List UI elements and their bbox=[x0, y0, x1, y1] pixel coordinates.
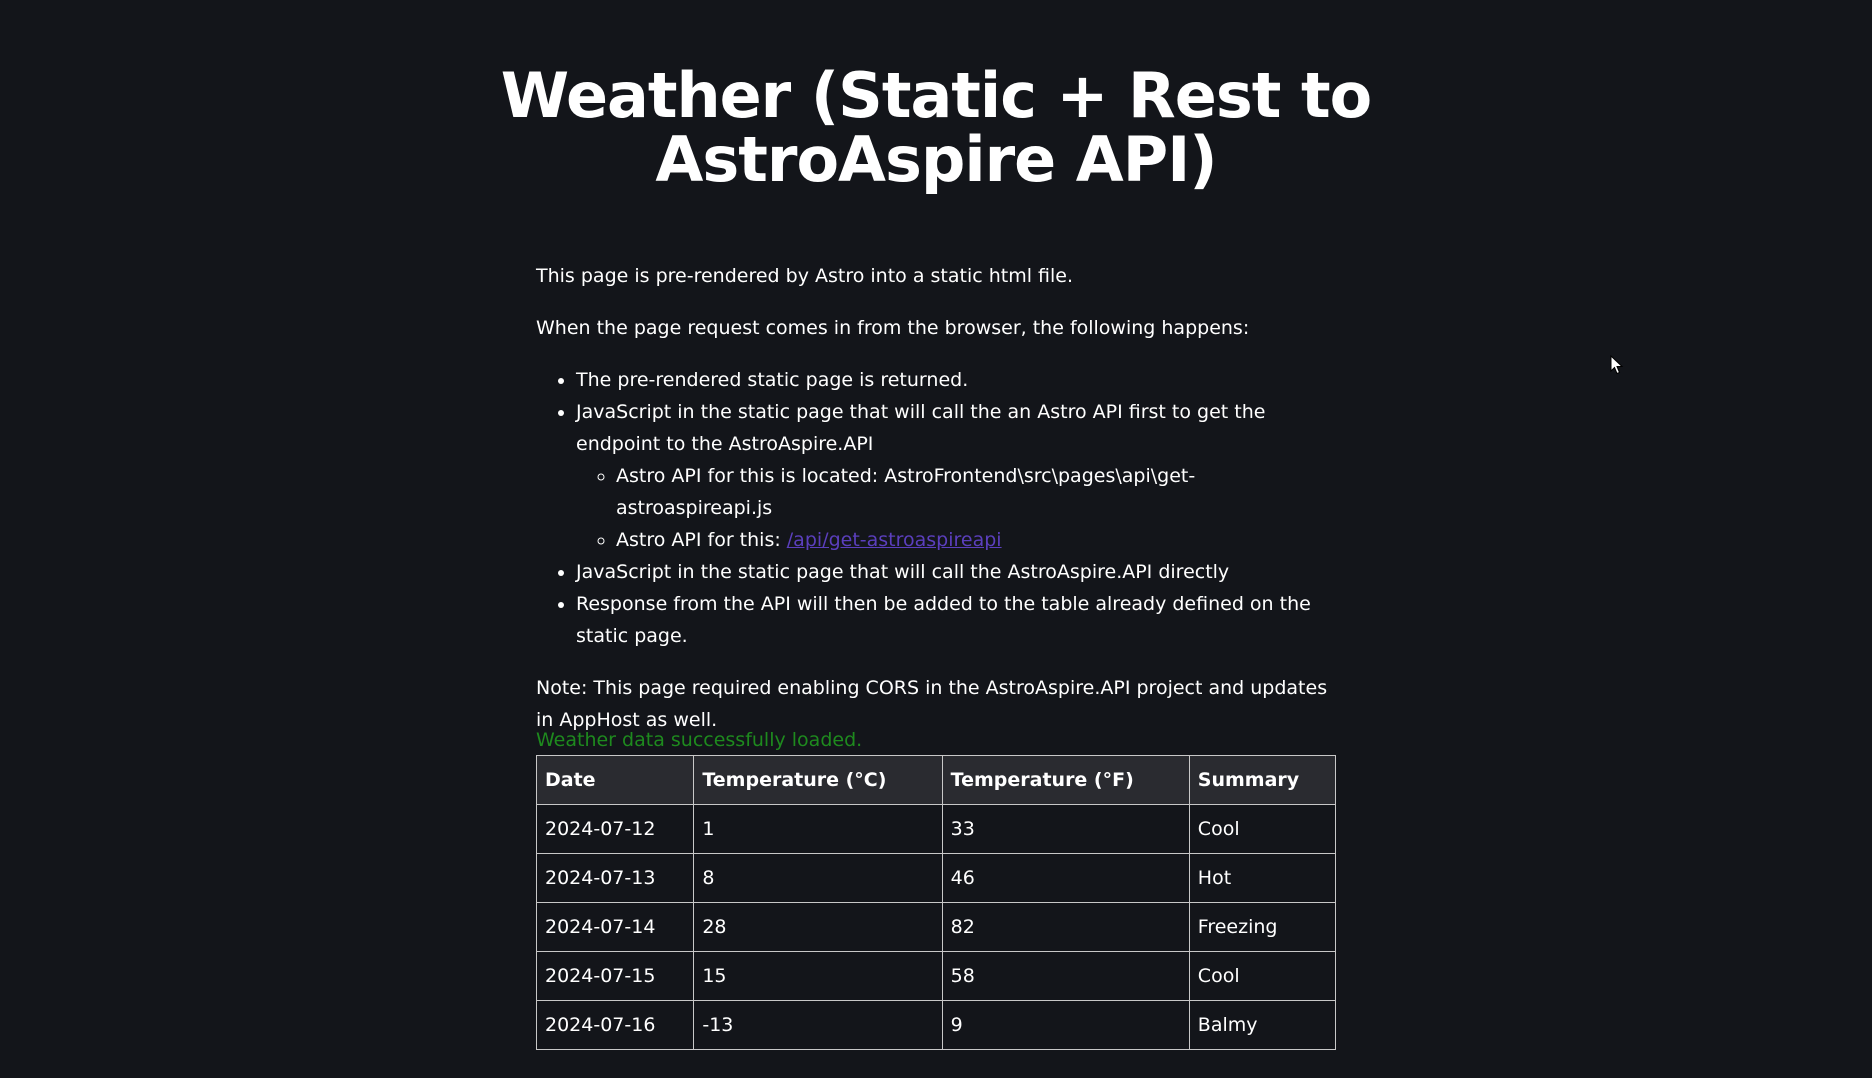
cell-temp-f: 9 bbox=[942, 1001, 1189, 1050]
cell-date: 2024-07-15 bbox=[537, 952, 694, 1001]
cell-summary: Freezing bbox=[1189, 903, 1335, 952]
cell-temp-f: 82 bbox=[942, 903, 1189, 952]
list-item: • JavaScript in the static page that will call the AstroAspire.API directly bbox=[576, 556, 1336, 588]
column-header-temp-f: Temperature (°F) bbox=[942, 756, 1189, 805]
description bbox=[536, 260, 1336, 756]
list-item: • Response from the API will then be added to the table already defined on the static page. bbox=[576, 588, 1336, 652]
column-header-date: Date bbox=[537, 756, 694, 805]
cell-summary: Balmy bbox=[1189, 1001, 1335, 1050]
table-row bbox=[537, 1001, 1336, 1050]
cell-temp-f: 46 bbox=[942, 854, 1189, 903]
process-list bbox=[536, 364, 1336, 652]
table-row bbox=[537, 854, 1336, 903]
table-header-row bbox=[537, 756, 1336, 805]
cell-summary: Hot bbox=[1189, 854, 1335, 903]
cell-date: 2024-07-14 bbox=[537, 903, 694, 952]
cell-summary: Cool bbox=[1189, 952, 1335, 1001]
cell-date: 2024-07-13 bbox=[537, 854, 694, 903]
mouse-cursor-icon bbox=[1610, 355, 1624, 375]
column-header-temp-c: Temperature (°C) bbox=[694, 756, 942, 805]
cell-temp-c: 8 bbox=[694, 854, 942, 903]
note-paragraph: Note: This page required enabling CORS in the AstroAspire.API project and updates in AppHost as well. bbox=[536, 677, 1328, 731]
list-item: • The pre-rendered static page is returned. bbox=[576, 364, 1336, 396]
cell-temp-c: 28 bbox=[694, 903, 942, 952]
cell-temp-c: 1 bbox=[694, 805, 942, 854]
weather-table bbox=[536, 755, 1336, 1050]
cell-date: 2024-07-12 bbox=[537, 805, 694, 854]
list-item-text: JavaScript in the static page that will call the an Astro API first to get the endpoint to the AstroAspire.API bbox=[576, 401, 1266, 455]
sub-list-item bbox=[616, 460, 1336, 524]
sub-list-item-label: Astro API for this is located: bbox=[616, 465, 885, 487]
intro-paragraph: This page is pre-rendered by Astro into a static html file. bbox=[536, 265, 1074, 287]
process-paragraph: When the page request comes in from the browser, the following happens: bbox=[536, 317, 1250, 339]
api-file-path: AstroFrontend\src\pages\api\get-astroaspireapi.js bbox=[616, 465, 1196, 519]
table-row bbox=[537, 952, 1336, 1001]
cell-summary: Cool bbox=[1189, 805, 1335, 854]
status-message: Weather data successfully loaded. bbox=[536, 729, 863, 751]
cell-temp-f: 58 bbox=[942, 952, 1189, 1001]
cell-temp-c: -13 bbox=[694, 1001, 942, 1050]
list-item bbox=[576, 396, 1336, 556]
api-endpoint-link[interactable]: /api/get-astroaspireapi bbox=[786, 529, 1002, 551]
sub-list bbox=[576, 460, 1336, 556]
table-row bbox=[537, 805, 1336, 854]
sub-list-item bbox=[616, 524, 1336, 556]
sub-list-item-label: Astro API for this: bbox=[616, 529, 787, 551]
page-title: Weather (Static + Rest to AstroAspire API) bbox=[500, 59, 1372, 196]
cell-date: 2024-07-16 bbox=[537, 1001, 694, 1050]
cell-temp-c: 15 bbox=[694, 952, 942, 1001]
column-header-summary: Summary bbox=[1189, 756, 1335, 805]
table-row bbox=[537, 903, 1336, 952]
cell-temp-f: 33 bbox=[942, 805, 1189, 854]
